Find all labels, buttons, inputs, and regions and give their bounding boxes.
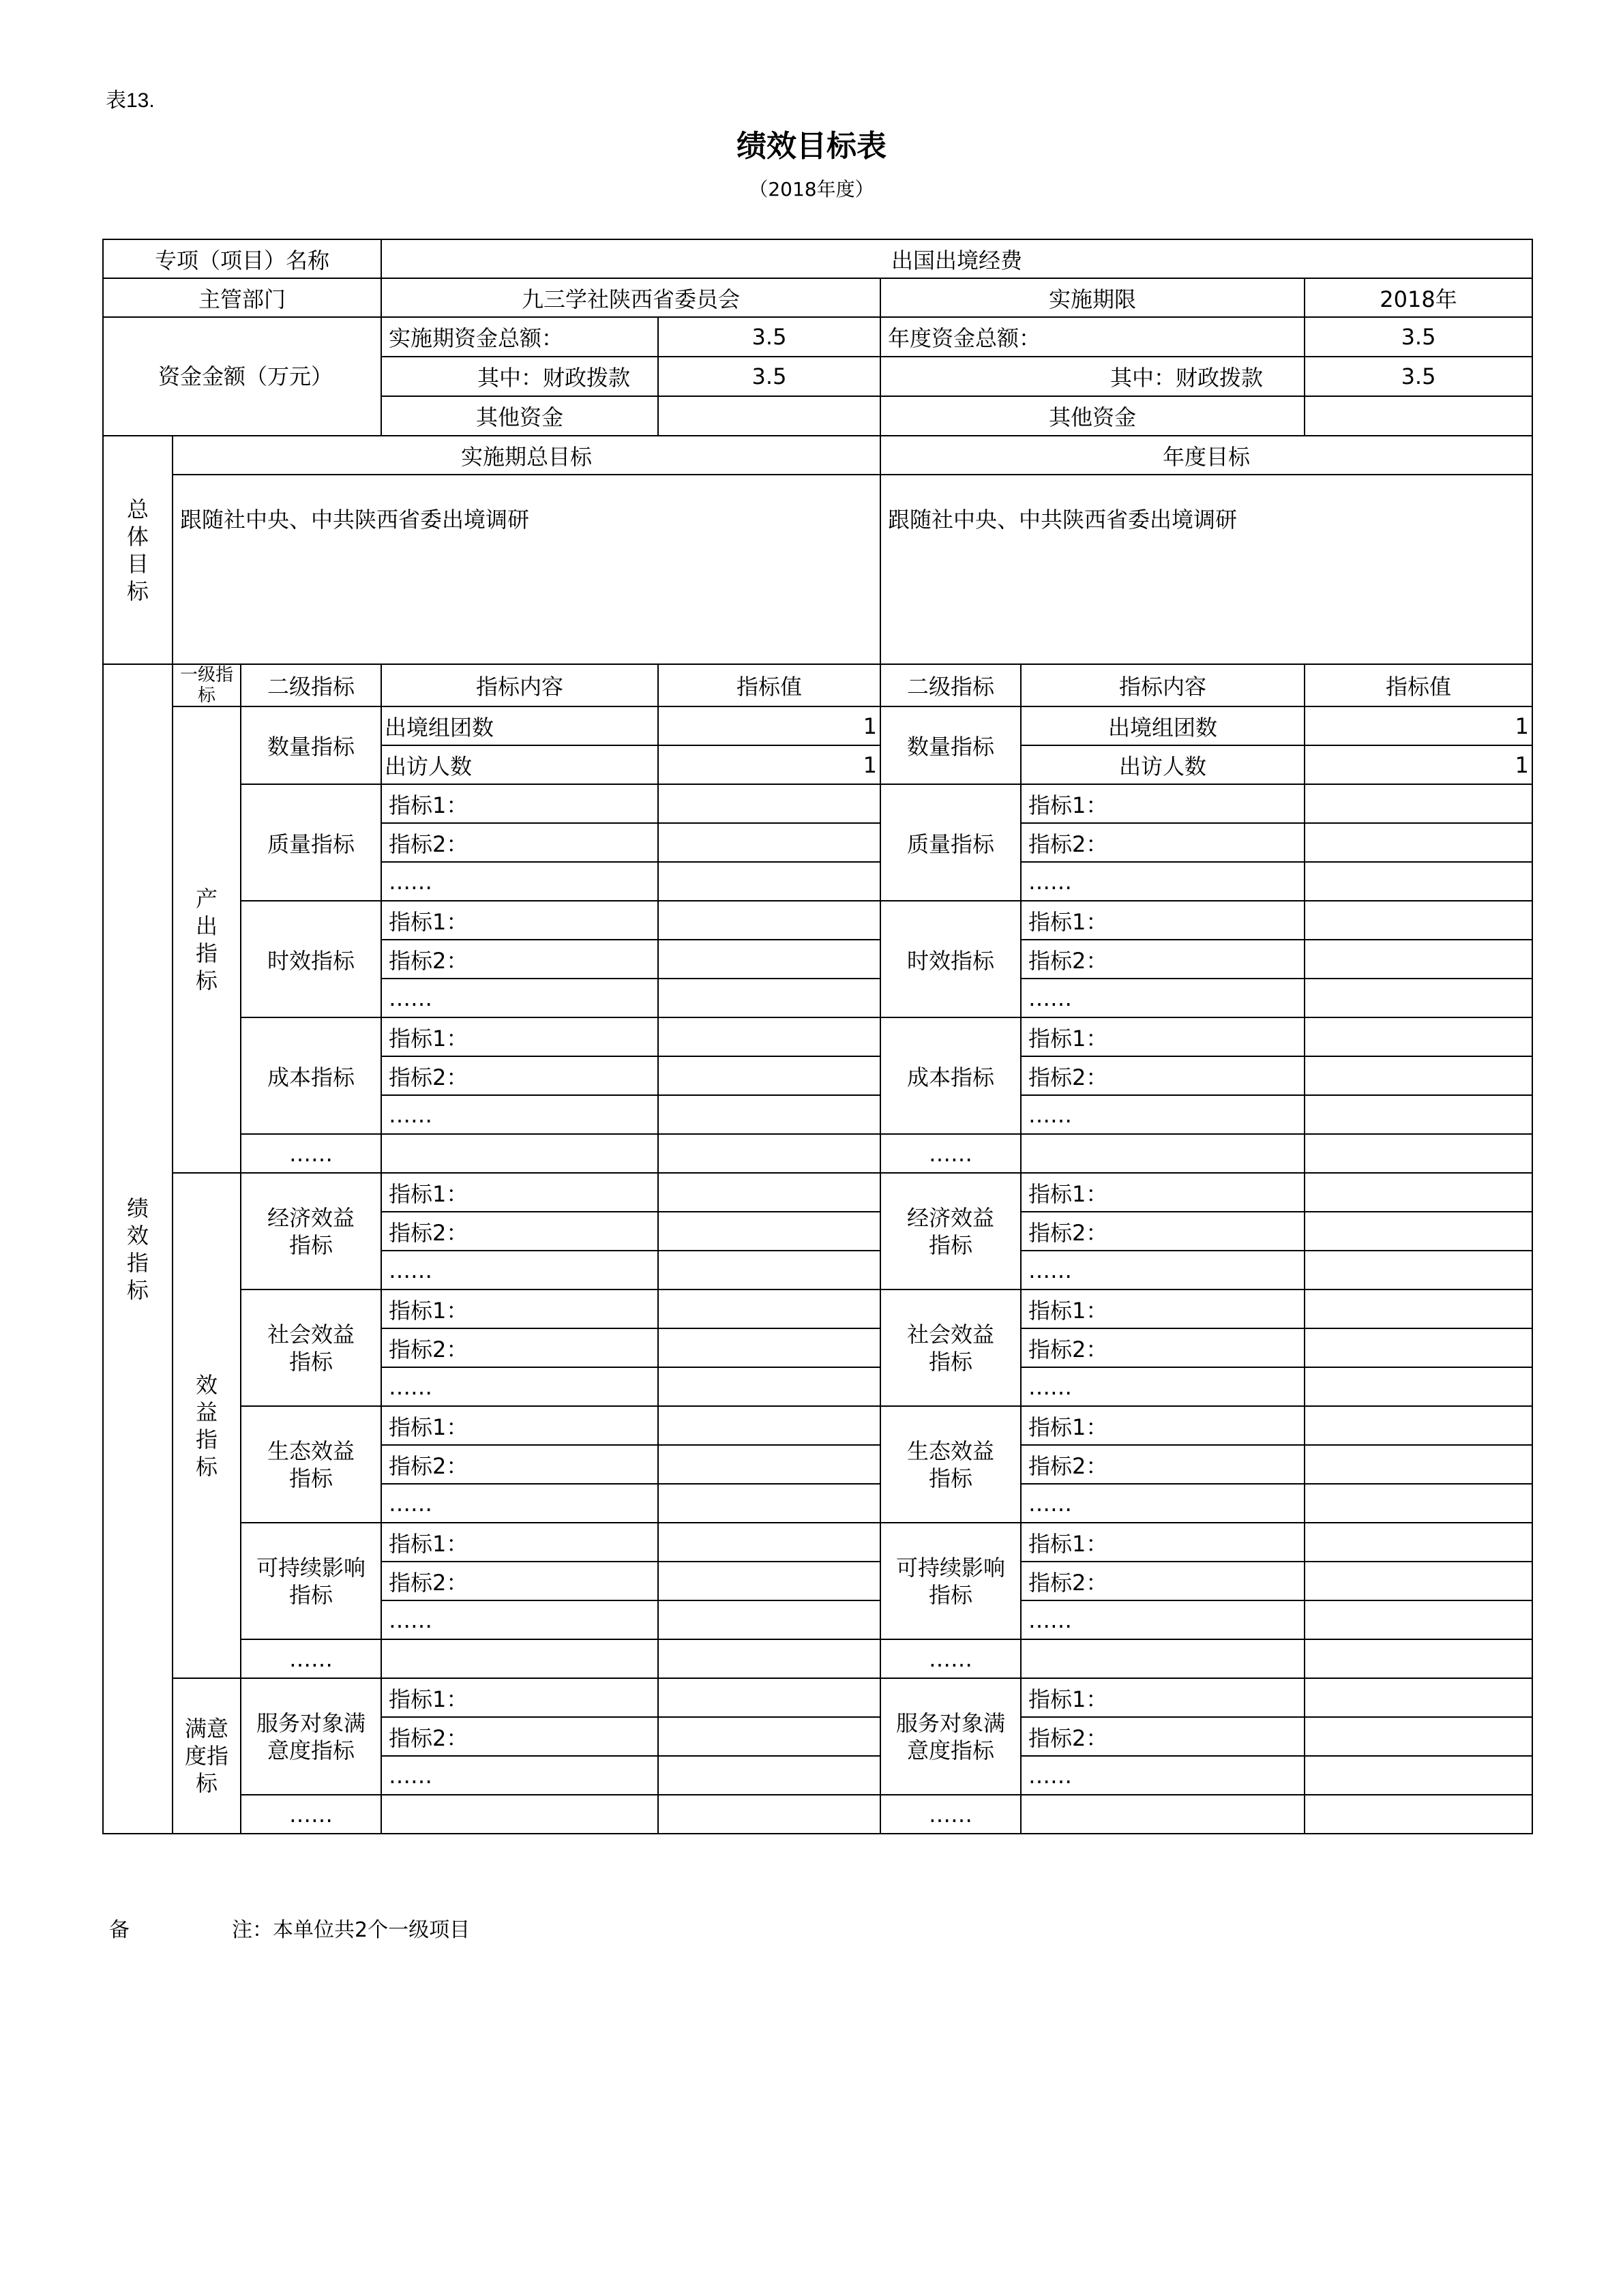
timeliness-item-annual-2: 指标2： (1021, 940, 1305, 979)
quality-value-1 (658, 784, 880, 823)
economic-item-annual-2: 指标2： (1021, 1212, 1305, 1251)
service-item-2: 指标2： (381, 1717, 658, 1756)
service-value-1 (658, 1678, 880, 1717)
quality-item-annual-1: 指标1： (1021, 784, 1305, 823)
period-label: 实施期限 (880, 278, 1305, 317)
quantity-value-annual-2: 1 (1305, 745, 1532, 784)
sustainable-item-annual-2: 指标2： (1021, 1562, 1305, 1600)
ecological-item-annual-2: 指标2： (1021, 1445, 1305, 1484)
ecological-item-annual-more: …… (1021, 1484, 1305, 1523)
sustainable-value-annual-2 (1305, 1562, 1532, 1600)
economic-value-2 (658, 1212, 880, 1251)
impl-fiscal-value: 3.5 (658, 357, 880, 396)
impl-goal-text: 跟随社中央、中共陕西省委出境调研 (173, 475, 880, 664)
sustainable-item-annual-1: 指标1： (1021, 1523, 1305, 1562)
benefit-more-content-annual (1021, 1639, 1305, 1678)
output-indicator-label: 产出指标 (173, 706, 241, 1173)
remark-label: 备 (109, 1918, 130, 1942)
cost-value-more (658, 1095, 880, 1134)
social-value-annual-2 (1305, 1328, 1532, 1367)
quantity-content-annual-1: 出境组团数 (1021, 706, 1305, 745)
quality-item-2: 指标2： (381, 823, 658, 862)
social-item-2: 指标2： (381, 1328, 658, 1367)
quantity-content-annual-2: 出访人数 (1021, 745, 1305, 784)
quality-item-1: 指标1： (381, 784, 658, 823)
satisfaction-more-value (658, 1795, 880, 1834)
sustainable-value-annual-1 (1305, 1523, 1532, 1562)
quantity-indicator-label-annual: 数量指标 (880, 706, 1021, 784)
social-item-more: …… (381, 1367, 658, 1406)
level2-header-annual: 二级指标 (880, 664, 1021, 706)
period-value: 2018年 (1305, 278, 1532, 317)
satisfaction-more-label: …… (241, 1795, 381, 1834)
project-name-label: 专项（项目）名称 (103, 239, 381, 278)
service-satisfaction-label: 服务对象满意度指标 (241, 1678, 381, 1795)
economic-value-1 (658, 1173, 880, 1212)
timeliness-item-2: 指标2： (381, 940, 658, 979)
quality-indicator-label-annual: 质量指标 (880, 784, 1021, 901)
sustainable-indicator-label-annual: 可持续影响指标 (880, 1523, 1021, 1639)
service-value-more (658, 1756, 880, 1795)
service-item-annual-more: …… (1021, 1756, 1305, 1795)
sustainable-item-1: 指标1： (381, 1523, 658, 1562)
cost-item-1: 指标1： (381, 1017, 658, 1056)
quality-indicator-label: 质量指标 (241, 784, 381, 901)
quantity-value-annual-1: 1 (1305, 706, 1532, 745)
economic-indicator-label: 经济效益指标 (241, 1173, 381, 1289)
sustainable-item-more: …… (381, 1600, 658, 1639)
ecological-value-annual-more (1305, 1484, 1532, 1523)
social-value-annual-more (1305, 1367, 1532, 1406)
annual-goal-header: 年度目标 (880, 436, 1532, 475)
ecological-value-annual-2 (1305, 1445, 1532, 1484)
impl-total-label: 实施期资金总额： (381, 317, 658, 357)
satisfaction-more-label-annual: …… (880, 1795, 1021, 1834)
benefit-more-value-annual (1305, 1639, 1532, 1678)
quality-value-more (658, 862, 880, 901)
sustainable-item-annual-more: …… (1021, 1600, 1305, 1639)
cost-indicator-label-annual: 成本指标 (880, 1017, 1021, 1134)
cost-item-more: …… (381, 1095, 658, 1134)
annual-other-value (1305, 396, 1532, 436)
remark-text: 注：本单位共2个一级项目 (232, 1918, 471, 1942)
output-more-label-annual: …… (880, 1134, 1021, 1173)
value-header-annual: 指标值 (1305, 664, 1532, 706)
social-indicator-label-annual: 社会效益指标 (880, 1289, 1021, 1406)
ecological-value-annual-1 (1305, 1406, 1532, 1445)
output-more-content (381, 1134, 658, 1173)
document-year: （2018年度） (749, 178, 874, 200)
sustainable-value-more (658, 1600, 880, 1639)
service-value-annual-2 (1305, 1717, 1532, 1756)
timeliness-item-annual-more: …… (1021, 979, 1305, 1017)
ecological-value-2 (658, 1445, 880, 1484)
quantity-value-1: 1 (658, 706, 880, 745)
sustainable-value-annual-more (1305, 1600, 1532, 1639)
performance-indicator-label: 绩效指标 (103, 664, 173, 1834)
timeliness-value-more (658, 979, 880, 1017)
level2-header: 二级指标 (241, 664, 381, 706)
economic-value-more (658, 1251, 880, 1289)
service-value-annual-more (1305, 1756, 1532, 1795)
quality-item-annual-2: 指标2： (1021, 823, 1305, 862)
service-item-annual-1: 指标1： (1021, 1678, 1305, 1717)
content-header-annual: 指标内容 (1021, 664, 1305, 706)
economic-indicator-label-annual: 经济效益指标 (880, 1173, 1021, 1289)
service-item-annual-2: 指标2： (1021, 1717, 1305, 1756)
cost-value-1 (658, 1017, 880, 1056)
economic-value-annual-2 (1305, 1212, 1532, 1251)
cost-indicator-label: 成本指标 (241, 1017, 381, 1134)
satisfaction-more-content (381, 1795, 658, 1834)
output-more-value-annual (1305, 1134, 1532, 1173)
social-item-annual-2: 指标2： (1021, 1328, 1305, 1367)
annual-goal-text: 跟随社中央、中共陕西省委出境调研 (880, 475, 1532, 664)
service-item-1: 指标1： (381, 1678, 658, 1717)
annual-total-label: 年度资金总额： (880, 317, 1305, 357)
annual-fiscal-value: 3.5 (1305, 357, 1532, 396)
quality-value-annual-more (1305, 862, 1532, 901)
quality-item-more: …… (381, 862, 658, 901)
benefit-more-value (658, 1639, 880, 1678)
page-title: 绩效目标表 (736, 129, 887, 164)
benefit-more-label: …… (241, 1639, 381, 1678)
fund-amount-label: 资金金额（万元） (103, 317, 381, 436)
timeliness-value-1 (658, 901, 880, 940)
department-label: 主管部门 (103, 278, 381, 317)
social-item-annual-1: 指标1： (1021, 1289, 1305, 1328)
quantity-content-2: 出访人数 (381, 745, 658, 784)
social-value-2 (658, 1328, 880, 1367)
ecological-indicator-label: 生态效益指标 (241, 1406, 381, 1523)
quality-value-annual-1 (1305, 784, 1532, 823)
social-item-1: 指标1： (381, 1289, 658, 1328)
social-indicator-label: 社会效益指标 (241, 1289, 381, 1406)
economic-item-annual-more: …… (1021, 1251, 1305, 1289)
ecological-indicator-label-annual: 生态效益指标 (880, 1406, 1021, 1523)
benefit-indicator-label: 效益指标 (173, 1173, 241, 1678)
service-satisfaction-label-annual: 服务对象满意度指标 (880, 1678, 1021, 1795)
economic-item-more: …… (381, 1251, 658, 1289)
cost-item-annual-1: 指标1： (1021, 1017, 1305, 1056)
quality-item-annual-more: …… (1021, 862, 1305, 901)
social-value-1 (658, 1289, 880, 1328)
overall-goal-label: 总体目标 (103, 436, 173, 664)
content-header: 指标内容 (381, 664, 658, 706)
sustainable-indicator-label: 可持续影响指标 (241, 1523, 381, 1639)
impl-other-label: 其他资金 (381, 396, 658, 436)
quality-value-2 (658, 823, 880, 862)
performance-target-table (102, 239, 1533, 1834)
timeliness-value-annual-more (1305, 979, 1532, 1017)
cost-item-annual-2: 指标2： (1021, 1056, 1305, 1095)
value-header: 指标值 (658, 664, 880, 706)
economic-item-annual-1: 指标1： (1021, 1173, 1305, 1212)
service-item-more: …… (381, 1756, 658, 1795)
annual-total-value: 3.5 (1305, 317, 1532, 357)
impl-goal-header: 实施期总目标 (173, 436, 880, 475)
timeliness-item-more: …… (381, 979, 658, 1017)
timeliness-indicator-label: 时效指标 (241, 901, 381, 1017)
timeliness-value-2 (658, 940, 880, 979)
quality-value-annual-2 (1305, 823, 1532, 862)
cost-value-annual-2 (1305, 1056, 1532, 1095)
cost-value-2 (658, 1056, 880, 1095)
economic-item-2: 指标2： (381, 1212, 658, 1251)
annual-other-label: 其他资金 (880, 396, 1305, 436)
level1-header: 一级指标 (173, 664, 241, 706)
sustainable-value-1 (658, 1523, 880, 1562)
impl-total-value: 3.5 (658, 317, 880, 357)
social-item-annual-more: …… (1021, 1367, 1305, 1406)
project-name-value: 出国出境经费 (381, 239, 1532, 278)
cost-value-annual-1 (1305, 1017, 1532, 1056)
annual-fiscal-label: 其中：财政拨款 (880, 357, 1305, 396)
satisfaction-more-content-annual (1021, 1795, 1305, 1834)
impl-fiscal-label: 其中：财政拨款 (381, 357, 658, 396)
cost-item-annual-more: …… (1021, 1095, 1305, 1134)
satisfaction-more-value-annual (1305, 1795, 1532, 1834)
table-number-label: 表13. (106, 89, 155, 112)
service-value-annual-1 (1305, 1678, 1532, 1717)
cost-value-annual-more (1305, 1095, 1532, 1134)
ecological-value-more (658, 1484, 880, 1523)
impl-other-value (658, 396, 880, 436)
timeliness-value-annual-2 (1305, 940, 1532, 979)
ecological-item-1: 指标1： (381, 1406, 658, 1445)
service-value-2 (658, 1717, 880, 1756)
sustainable-value-2 (658, 1562, 880, 1600)
department-value: 九三学社陕西省委员会 (381, 278, 880, 317)
ecological-item-annual-1: 指标1： (1021, 1406, 1305, 1445)
economic-item-1: 指标1： (381, 1173, 658, 1212)
benefit-more-content (381, 1639, 658, 1678)
timeliness-value-annual-1 (1305, 901, 1532, 940)
economic-value-annual-1 (1305, 1173, 1532, 1212)
social-value-more (658, 1367, 880, 1406)
timeliness-item-1: 指标1： (381, 901, 658, 940)
satisfaction-indicator-label: 满意度指标 (173, 1678, 241, 1834)
timeliness-indicator-label-annual: 时效指标 (880, 901, 1021, 1017)
output-more-label: …… (241, 1134, 381, 1173)
benefit-more-label-annual: …… (880, 1639, 1021, 1678)
cost-item-2: 指标2： (381, 1056, 658, 1095)
economic-value-annual-more (1305, 1251, 1532, 1289)
social-value-annual-1 (1305, 1289, 1532, 1328)
quantity-value-2: 1 (658, 745, 880, 784)
sustainable-item-2: 指标2： (381, 1562, 658, 1600)
ecological-value-1 (658, 1406, 880, 1445)
ecological-item-2: 指标2： (381, 1445, 658, 1484)
output-more-content-annual (1021, 1134, 1305, 1173)
output-more-value (658, 1134, 880, 1173)
quantity-content-1: 出境组团数 (381, 706, 658, 745)
ecological-item-more: …… (381, 1484, 658, 1523)
quantity-indicator-label: 数量指标 (241, 706, 381, 784)
timeliness-item-annual-1: 指标1： (1021, 901, 1305, 940)
